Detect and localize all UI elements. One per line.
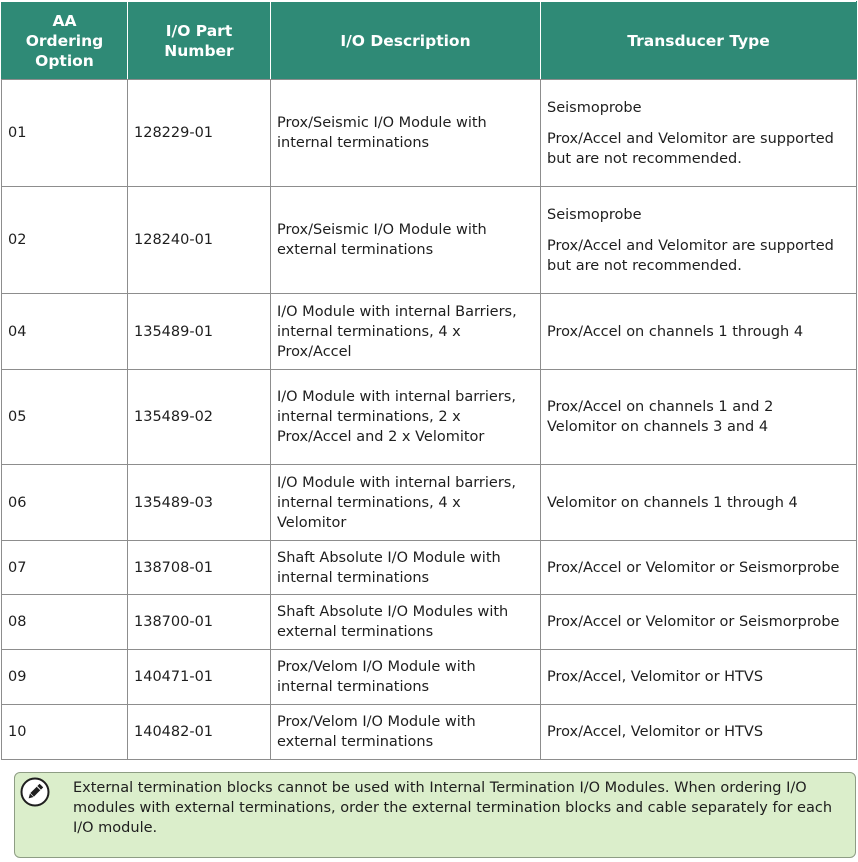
cell-transducer-type <box>541 705 857 760</box>
cell-part-number: 138708-01 <box>128 541 271 595</box>
cell-description: Prox/Velom I/O Module with external terminations <box>271 705 541 760</box>
transducer-text: Prox/Accel and Velomitor are supported but are not recommended. <box>547 237 834 274</box>
io-module-table <box>1 1 857 760</box>
table-row <box>2 595 857 650</box>
header-part-number: I/O Part Number <box>128 2 271 80</box>
table-row <box>2 541 857 595</box>
cell-transducer-type <box>541 650 857 705</box>
transducer-text: Prox/Accel and Velomitor are supported but are not recommended. <box>547 130 834 167</box>
table-row <box>2 705 857 760</box>
cell-ordering-option: 09 <box>2 650 128 705</box>
cell-part-number: 135489-03 <box>128 465 271 541</box>
cell-description: I/O Module with internal Barriers, internal terminations, 4 x Prox/Accel <box>271 294 541 370</box>
transducer-text: Seismoprobe <box>547 99 642 116</box>
cell-ordering-option: 07 <box>2 541 128 595</box>
table-header-row <box>2 2 857 80</box>
table-row <box>2 370 857 465</box>
note-box <box>14 772 856 858</box>
cell-part-number: 128240-01 <box>128 187 271 294</box>
table-row <box>2 80 857 187</box>
cell-part-number: 128229-01 <box>128 80 271 187</box>
cell-transducer-type <box>541 294 857 370</box>
cell-part-number: 135489-01 <box>128 294 271 370</box>
cell-ordering-option: 06 <box>2 465 128 541</box>
cell-ordering-option: 05 <box>2 370 128 465</box>
cell-part-number: 135489-02 <box>128 370 271 465</box>
note-text: External termination blocks cannot be used with Internal Termination I/O Modules. When ordering I/O modules with external terminations, order the external termination blocks and cable separately for each I/O module. <box>73 780 833 836</box>
cell-description: I/O Module with internal barriers, internal terminations, 4 x Velomitor <box>271 465 541 541</box>
transducer-text: Prox/Accel on channels 1 through 4 <box>547 323 804 340</box>
transducer-text: Prox/Accel or Velomitor or Seismorprobe <box>547 559 840 576</box>
transducer-text: Prox/Accel or Velomitor or Seismorprobe <box>547 614 840 630</box>
cell-description: Prox/Seismic I/O Module with external terminations <box>271 187 541 294</box>
cell-transducer-type <box>541 595 857 650</box>
cell-transducer-type <box>541 187 857 294</box>
cell-transducer-type <box>541 541 857 595</box>
transducer-text: Prox/Accel, Velomitor or HTVS <box>547 724 764 740</box>
cell-description: Shaft Absolute I/O Module with internal terminations <box>271 541 541 595</box>
cell-transducer-type <box>541 370 857 465</box>
transducer-text: Prox/Accel, Velomitor or HTVS <box>547 669 764 685</box>
cell-part-number: 140482-01 <box>128 705 271 760</box>
cell-description: Prox/Seismic I/O Module with internal terminations <box>271 80 541 187</box>
cell-transducer-type <box>541 465 857 541</box>
cell-ordering-option: 08 <box>2 595 128 650</box>
cell-transducer-type <box>541 80 857 187</box>
header-ordering-option: AA Ordering Option <box>2 2 128 80</box>
cell-ordering-option: 02 <box>2 187 128 294</box>
cell-ordering-option: 01 <box>2 80 128 187</box>
pencil-icon <box>20 777 50 807</box>
transducer-text: Prox/Accel on channels 1 and 2 Velomitor on channels 3 and 4 <box>547 399 774 435</box>
cell-ordering-option: 10 <box>2 705 128 760</box>
transducer-text: Seismoprobe <box>547 206 642 223</box>
table-row <box>2 465 857 541</box>
table-row <box>2 187 857 294</box>
header-description: I/O Description <box>271 2 541 80</box>
cell-part-number: 138700-01 <box>128 595 271 650</box>
table-row <box>2 650 857 705</box>
table-row <box>2 294 857 370</box>
cell-description: Shaft Absolute I/O Modules with external terminations <box>271 595 541 650</box>
cell-part-number: 140471-01 <box>128 650 271 705</box>
cell-description: Prox/Velom I/O Module with internal terminations <box>271 650 541 705</box>
header-transducer-type: Transducer Type <box>541 2 857 80</box>
transducer-text: Velomitor on channels 1 through 4 <box>547 494 798 511</box>
cell-ordering-option: 04 <box>2 294 128 370</box>
cell-description: I/O Module with internal barriers, internal terminations, 2 x Prox/Accel and 2 x Velomitor <box>271 370 541 465</box>
